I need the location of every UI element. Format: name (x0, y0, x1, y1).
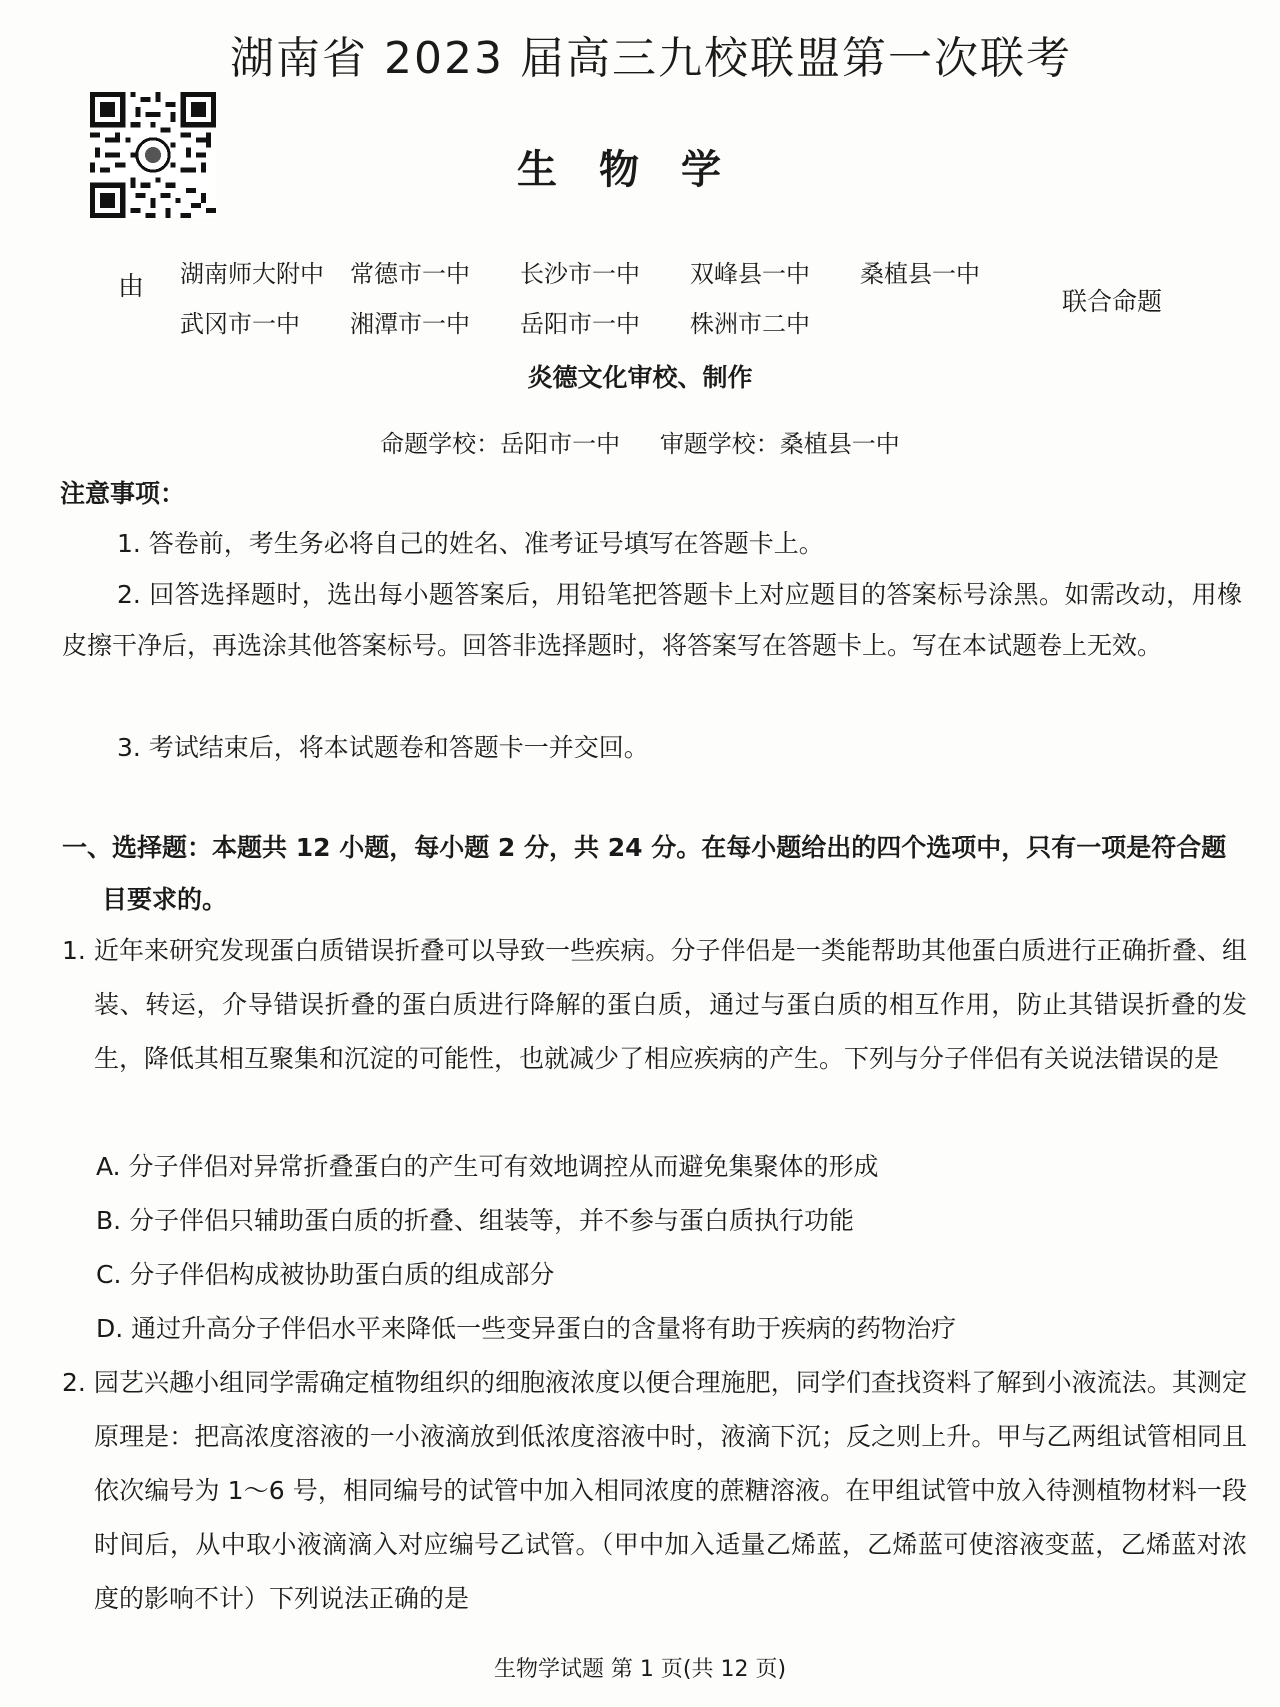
question-stem: 2. 园艺兴趣小组同学需确定植物组织的细胞液浓度以便合理施肥，同学们查找资料了解到小液流法。其测定原理是：把高浓度溶液的一小液滴放到低浓度溶液中时，液滴下沉；反之则上升。甲与乙两组试管相同且依次编号为 1～6 号，相同编号的试管中加入相同浓度的蔗糖溶液。在甲组试管中放入待测植物材料一段时间后，从中取小液滴滴入对应编号乙试管。（甲中加入适量乙烯蓝，乙烯蓝可使溶液变蓝，乙烯蓝对浓度的影响不计）下列说法正确的是 (62, 1368, 1247, 1613)
review-credit: 炎德文化审校、制作 (527, 363, 753, 392)
school-name: 株洲市二中 (690, 309, 810, 338)
review-school: 审题学校：桑植县一中 (659, 430, 900, 458)
option-c: C. 分子伴侣构成被协助蛋白质的组成部分 (96, 1260, 555, 1289)
school-row (180, 246, 1040, 296)
school-name: 湖南师大附中 (180, 259, 324, 288)
by-label: 由 (118, 272, 145, 302)
question-stem: 1. 近年来研究发现蛋白质错误折叠可以导致一些疾病。分子伴侣是一类能帮助其他蛋白质进行正确折叠、组装、转运，介导错误折叠的蛋白质进行降解的蛋白质，通过与蛋白质的相互作用，防止其错误折叠的发生，降低其相互聚集和沉淀的可能性，也就减少了相应疾病的产生。下列与分子伴侣有关说法错误的是 (62, 936, 1247, 1073)
exam-title: 湖南省 2023 届高三九校联盟第一次联考 (230, 33, 1072, 84)
school-name: 湘潭市一中 (350, 309, 470, 338)
question-options (96, 1140, 1236, 1356)
school-name: 长沙市一中 (520, 259, 640, 288)
school-row (180, 296, 1040, 346)
option-b: B. 分子伴侣只辅助蛋白质的折叠、组装等，并不参与蛋白质执行功能 (96, 1206, 855, 1235)
notice-item: 3. 考试结束后，将本试题卷和答题卡一并交回。 (117, 733, 649, 762)
school-name: 武冈市一中 (180, 309, 300, 338)
notice-item: 1. 答卷前，考生务必将自己的姓名、准考证号填写在答题卡上。 (117, 529, 824, 558)
school-name: 岳阳市一中 (520, 309, 640, 338)
option-d: D. 通过升高分子伴侣水平来降低一些变异蛋白的含量将有助于疾病的药物治疗 (96, 1314, 957, 1343)
notice-item: 2. 回答选择题时，选出每小题答案后，用铅笔把答题卡上对应题目的答案标号涂黑。如需改动，用橡皮擦干净后，再选涂其他答案标号。回答非选择题时，将答案写在答题卡上。写在本试题卷上无效。 (62, 580, 1242, 660)
option-a: A. 分子伴侣对异常折叠蛋白的产生可有效地调控从而避免集聚体的形成 (96, 1152, 879, 1181)
school-name: 双峰县一中 (690, 259, 810, 288)
school-name: 桑植县一中 (860, 259, 980, 288)
school-name: 常德市一中 (350, 259, 470, 288)
subject-title: 生物学 (517, 147, 763, 193)
notice-heading: 注意事项： (60, 479, 186, 508)
school-list (180, 246, 1040, 346)
proposition-school: 命题学校：岳阳市一中 (380, 430, 621, 458)
page-footer: 生物学试题 第 1 页(共 12 页) (493, 1657, 787, 1682)
school-roles (0, 424, 1280, 459)
joint-proposition-label: 联合命题 (1062, 287, 1163, 316)
section-heading: 一、选择题：本题共 12 小题，每小题 2 分，共 24 分。在每小题给出的四个选项中，只有一项是符合题目要求的。 (62, 833, 1227, 914)
